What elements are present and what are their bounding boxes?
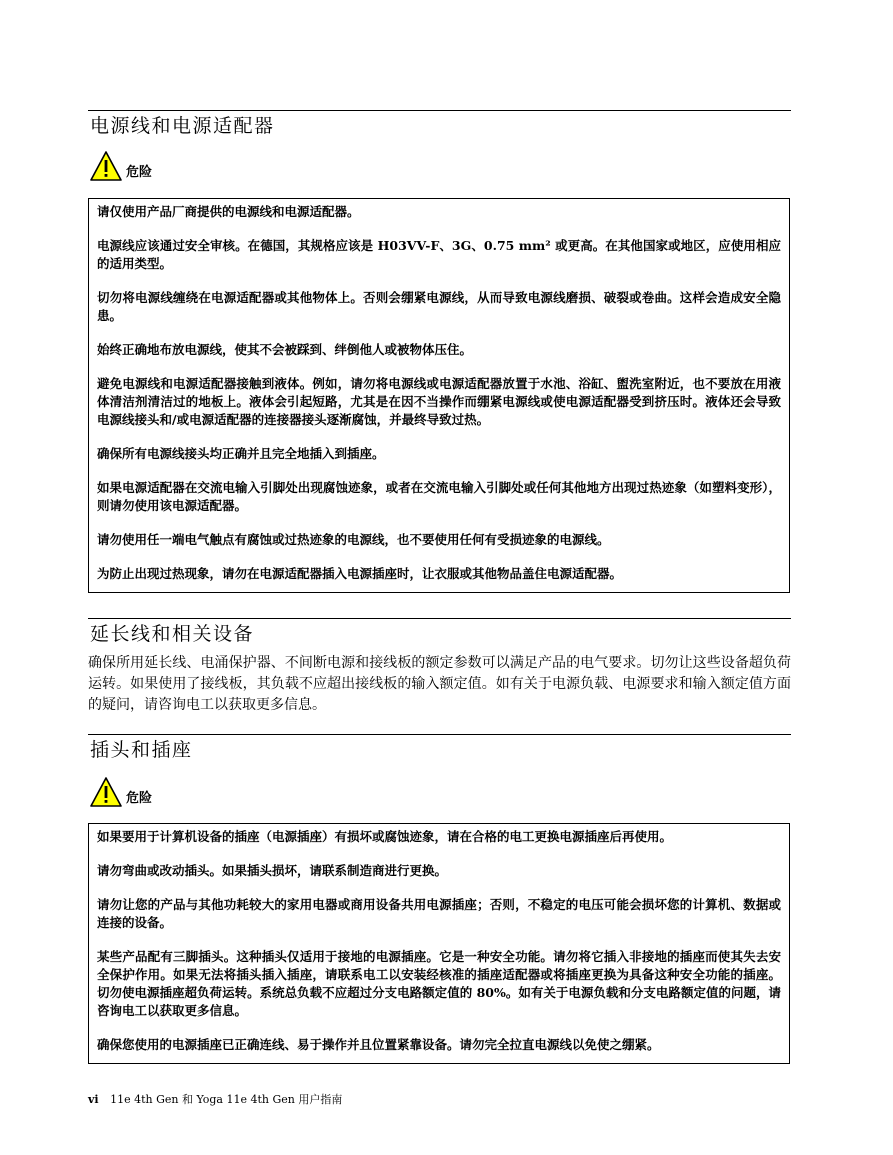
section-body: 确保所用延长线、电涌保护器、不间断电源和接线板的额定参数可以满足产品的电气要求。切勿让这些设备超负荷运转。如果使用了接线板，其负载不应超出接线板的输入额定值。如有关于电源负载、电源要求和输入额定值方面的疑问，请咨询电工以获取更多信息。 [88, 655, 791, 713]
danger-box [88, 823, 790, 1064]
danger-paragraph: 请勿让您的产品与其他功耗较大的家用电器或商用设备共用电源插座；否则，不稳定的电压可能会损坏您的计算机、数据或连接的设备。 [97, 897, 781, 930]
danger-paragraph: 如果要用于计算机设备的插座（电源插座）有损坏或腐蚀迹象，请在合格的电工更换电源插座后再使用。 [97, 829, 673, 844]
danger-paragraph: 如果电源适配器在交流电输入引脚处出现腐蚀迹象，或者在交流电输入引脚处或任何其他地方出现过热迹象（如塑料变形），则请勿使用该电源适配器。 [97, 480, 781, 513]
page-footer [88, 1091, 342, 1107]
danger-notice [89, 774, 152, 808]
section-title-plugs-outlets: 插头和插座 [90, 739, 193, 761]
danger-paragraph: 避免电源线和电源适配器接触到液体。例如，请勿将电源线或电源适配器放置于水池、浴缸、盥洗室附近，也不要放在用液体清洁剂清洁过的地板上。液体会引起短路，尤其是在因不当操作而绷紧电源线或使电源适配器受到挤压时。液体还会导致电源线接头和/或电源适配器的连接器接头逐渐腐蚀，并最终导致过热。 [97, 376, 781, 427]
danger-paragraph: 切勿将电源线缠绕在电源适配器或其他物体上。否则会绷紧电源线，从而导致电源线磨损、破裂或卷曲。这样会造成安全隐患。 [97, 290, 781, 323]
danger-paragraph: 确保您使用的电源插座已正确连线、易于操作并且位置紧靠设备。请勿完全拉直电源线以免使之绷紧。 [97, 1037, 660, 1052]
danger-paragraph: 确保所有电源线接头均正确并且完全地插入到插座。 [97, 446, 385, 461]
section-title-extension-cords: 延长线和相关设备 [90, 623, 255, 645]
section-rule [88, 618, 791, 619]
danger-paragraph: 请仅使用产品厂商提供的电源线和电源适配器。 [97, 204, 360, 219]
footer-title: 11e 4th Gen 和 Yoga 11e 4th Gen 用户指南 [110, 1093, 343, 1106]
section-rule [88, 734, 791, 735]
danger-paragraph: 某些产品配有三脚插头。这种插头仅适用于接地的电源插座。它是一种安全功能。请勿将它插入非接地的插座而使其失去安全保护作用。如果无法将插头插入插座，请联系电工以安装经核准的插座适配器或将插座更换为具备这种安全功能的插座。切勿使电源插座超负荷运转。系统总负载不应超过分支电路额定值的 80%。如有关于电源负载和分支电路额定值的问题，请咨询电工以获取更多信息。 [97, 949, 781, 1018]
warning-triangle-icon [89, 776, 123, 808]
danger-paragraph: 电源线应该通过安全审核。在德国，其规格应该是 H03VV-F、3G、0.75 mm² 或更高。在其他国家或地区，应使用相应的适用类型。 [97, 238, 781, 271]
warning-triangle-icon [89, 150, 123, 182]
section-rule [88, 110, 791, 111]
danger-label: 危险 [126, 791, 153, 806]
danger-paragraph: 请勿弯曲或改动插头。如果插头损坏，请联系制造商进行更换。 [97, 863, 448, 878]
danger-notice [89, 148, 152, 182]
danger-paragraph: 始终正确地布放电源线，使其不会被踩到、绊倒他人或被物体压住。 [97, 342, 473, 357]
danger-paragraph: 请勿使用任一端电气触点有腐蚀或过热迹象的电源线，也不要使用任何有受损迹象的电源线。 [97, 532, 610, 547]
page-number: vi [88, 1093, 99, 1106]
danger-box [88, 198, 790, 593]
danger-label: 危险 [126, 165, 153, 180]
section-title-power-cord: 电源线和电源适配器 [90, 115, 275, 137]
danger-paragraph: 为防止出现过热现象，请勿在电源适配器插入电源插座时，让衣服或其他物品盖住电源适配器。 [97, 566, 623, 581]
